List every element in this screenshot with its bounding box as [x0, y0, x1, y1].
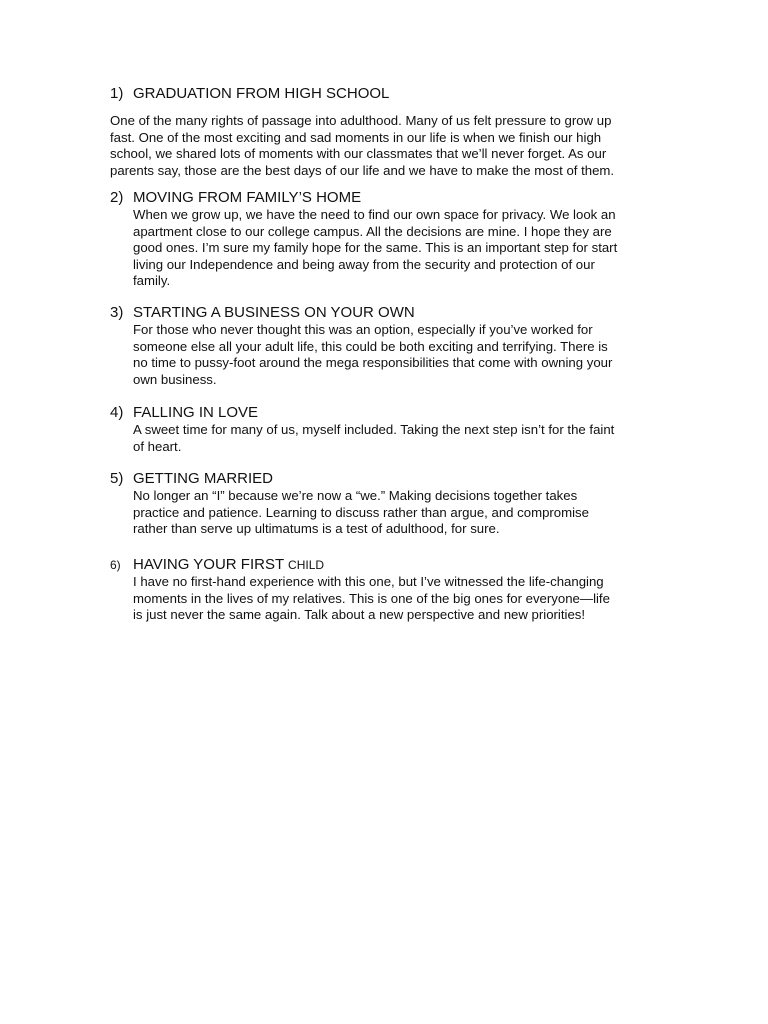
body-line: For those who never thought this was an option, especially if you’ve worked for	[133, 322, 593, 337]
section-heading	[110, 189, 670, 207]
section-graduation	[110, 85, 670, 179]
body-line: I have no first-hand experience with this one, but I’ve witnessed the life-changing	[133, 574, 604, 589]
section-title: STARTING A BUSINESS ON YOUR OWN	[133, 304, 415, 321]
section-business	[110, 304, 670, 388]
section-number: 6)	[110, 558, 121, 572]
section-love	[110, 404, 670, 455]
body-line: family.	[133, 273, 171, 289]
section-title: MOVING FROM FAMILY’S HOME	[133, 189, 362, 206]
section-number: 2)	[110, 189, 124, 206]
section-moving	[110, 189, 670, 290]
section-heading	[110, 404, 670, 422]
body-line: no time to pussy-foot around the mega responsibilities that come with owning your	[133, 355, 613, 371]
section-heading	[110, 304, 670, 322]
body-line: of heart.	[133, 438, 182, 454]
body-line: school, we shared lots of moments with our classmates that we’ll never forget. As our	[110, 146, 607, 162]
body-line: is just never the same again. Talk about a new perspective and new priorities!	[133, 607, 586, 623]
body-line: parents say, those are the best days of our life and we have to make the most of them.	[110, 162, 615, 178]
section-body	[110, 422, 663, 455]
body-line: rather than serve up ultimatums is a test of adulthood, for sure.	[133, 521, 500, 537]
section-heading	[110, 470, 670, 488]
section-married	[110, 470, 670, 538]
body-line: When we grow up, we have the need to find our own space for privacy. We look an	[133, 207, 616, 222]
section-title: GETTING MARRIED	[133, 470, 274, 487]
body-line: living our Independence and being away from the security and protection of our	[133, 256, 595, 272]
body-line: A sweet time for many of us, myself included. Taking the next step isn’t for the faint	[133, 422, 615, 437]
body-line: No longer an “I” because we’re now a “we.” Making decisions together takes	[133, 488, 578, 503]
body-line: fast. One of the most exciting and sad moments in our life is when we finish our high	[110, 129, 602, 145]
section-body	[110, 207, 663, 290]
body-line: One of the many rights of passage into adulthood. Many of us felt pressure to grow up	[110, 113, 612, 128]
section-number: 5)	[110, 470, 124, 487]
body-line: good ones. I’m sure my family hope for the same. This is an important step for start	[133, 240, 618, 256]
section-number: 4)	[110, 404, 124, 421]
section-body	[110, 322, 663, 388]
body-line: apartment close to our college campus. All the decisions are mine. I hope they are	[133, 223, 612, 239]
section-body	[110, 488, 663, 538]
section-number: 3)	[110, 304, 124, 321]
section-title: GRADUATION FROM HIGH SCHOOL	[133, 85, 390, 102]
section-heading	[110, 556, 670, 574]
section-number: 1)	[110, 85, 124, 102]
section-heading	[110, 85, 670, 103]
section-title-small: CHILD	[288, 558, 325, 572]
section-title: HAVING YOUR FIRST	[133, 556, 284, 573]
section-title: FALLING IN LOVE	[133, 404, 259, 421]
body-line: own business.	[133, 371, 217, 387]
body-line: moments in the lives of my relatives. This is one of the big ones for everyone—life	[133, 590, 610, 606]
body-line: someone else all your adult life, this could be both exciting and terrifying. There is	[133, 338, 608, 354]
section-child	[110, 556, 670, 624]
body-line: practice and patience. Learning to discuss rather than argue, and compromise	[133, 504, 589, 520]
section-body	[110, 574, 663, 624]
section-body	[110, 113, 660, 179]
